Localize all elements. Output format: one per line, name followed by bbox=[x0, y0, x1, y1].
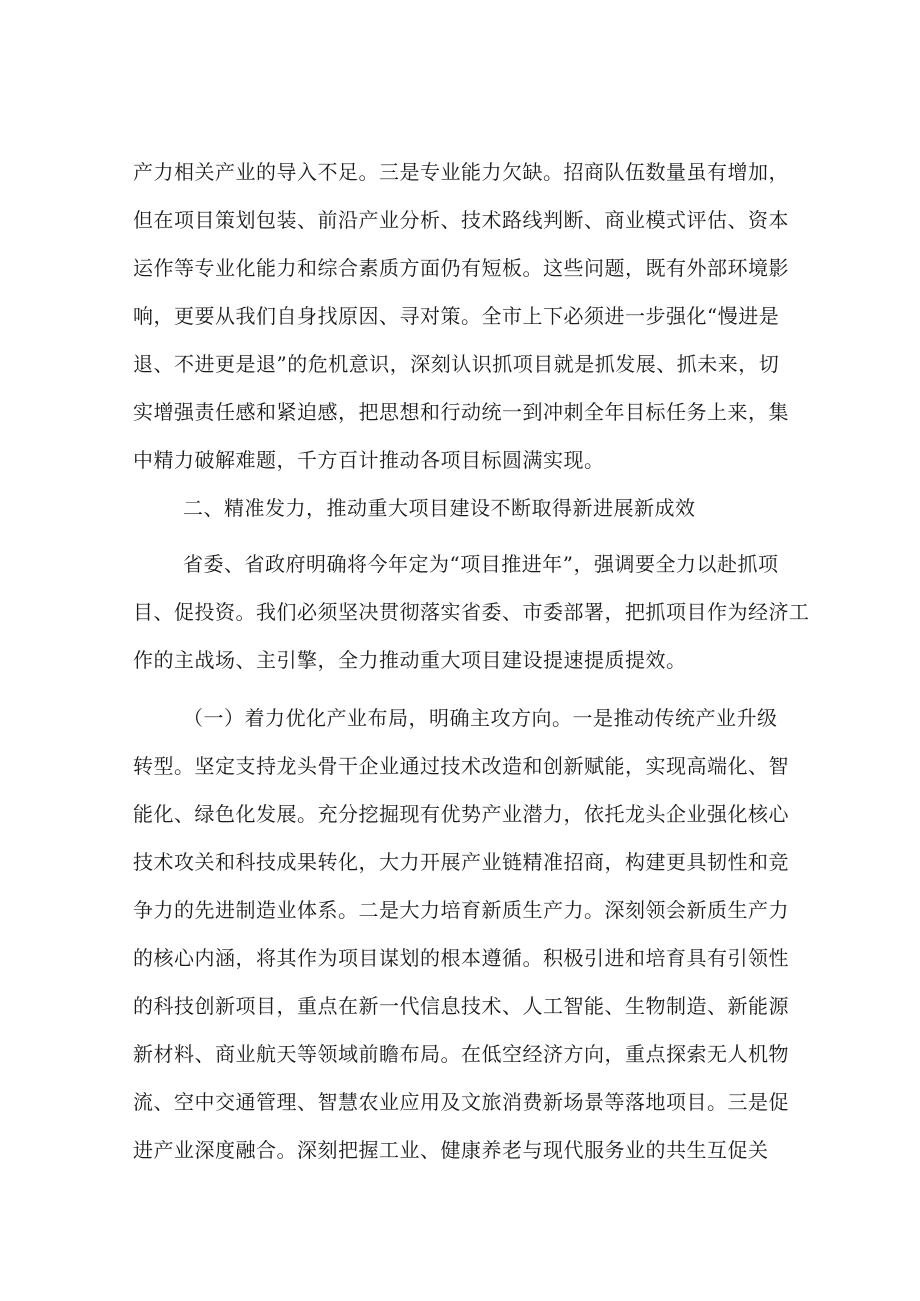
paragraph-line: 转型。坚定支持龙头骨干企业通过技术改造和创新赋能，实现高端化、智 bbox=[133, 754, 789, 778]
paragraph-line: 产力相关产业的导入不足。三是专业能力欠缺。招商队伍数量虽有增加， bbox=[133, 160, 789, 184]
paragraph-line: 技术攻关和科技成果转化，大力开展产业链精准招商，构建更具韧性和竞 bbox=[133, 850, 789, 874]
paragraph-line: 流、空中交通管理、智慧农业应用及文旅消费新场景等落地项目。三是促 bbox=[133, 1090, 789, 1114]
paragraph-line: 响，更要从我们自身找原因、寻对策。全市上下必须进一步强化“慢进是 bbox=[133, 304, 780, 328]
paragraph-line: 的科技创新项目，重点在新一代信息技术、人工智能、生物制造、新能源 bbox=[133, 994, 789, 1018]
paragraph-line: 但在项目策划包装、前沿产业分析、技术路线判断、商业模式评估、资本 bbox=[133, 208, 789, 232]
paragraph-line: 中精力破解难题，千方百计推动各项目标圆满实现。 bbox=[133, 448, 605, 472]
paragraph-line: 作的主战场、主引擎，全力推动重大项目建设提速提质提效。 bbox=[133, 648, 687, 672]
section-heading: 二、精准发力，推动重大项目建设不断取得新进展新成效 bbox=[183, 496, 696, 520]
paragraph-line: 实增强责任感和紧迫感，把思想和行动统一到冲刺全年目标任务上来，集 bbox=[133, 400, 789, 424]
paragraph-line: 新材料、商业航天等领域前瞻布局。在低空经济方向，重点探索无人机物 bbox=[133, 1042, 789, 1066]
paragraph-line: 进产业深度融合。深刻把握工业、健康养老与现代服务业的共生互促关 bbox=[133, 1138, 769, 1162]
paragraph-line: 省委、省政府明确将今年定为“项目推进年”，强调要全力以赴抓项 bbox=[183, 552, 779, 576]
paragraph-line: 运作等专业化能力和综合素质方面仍有短板。这些问题，既有外部环境影 bbox=[133, 256, 789, 280]
paragraph-line: 目、促投资。我们必须坚决贯彻落实省委、市委部署，把抓项目作为经济工 bbox=[133, 600, 810, 624]
paragraph-line: 能化、绿色化发展。充分挖掘现有优势产业潜力，依托龙头企业强化核心 bbox=[133, 802, 789, 826]
paragraph-line: （一）着力优化产业布局，明确主攻方向。一是推动传统产业升级 bbox=[183, 706, 778, 730]
paragraph-line: 退、不进更是退”的危机意识，深刻认识抓项目就是抓发展、抓未来，切 bbox=[133, 352, 780, 376]
paragraph-line: 的核心内涵，将其作为项目谋划的根本遵循。积极引进和培育具有引领性 bbox=[133, 946, 789, 970]
paragraph-line: 争力的先进制造业体系。二是大力培育新质生产力。深刻领会新质生产力 bbox=[133, 898, 789, 922]
